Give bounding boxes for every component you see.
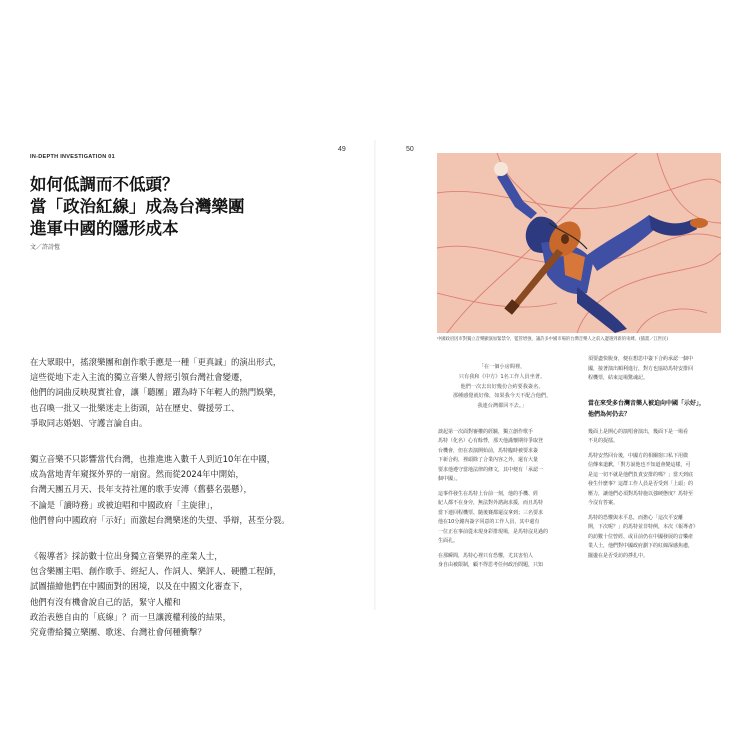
paragraph (588, 428, 716, 447)
text-line: 獨立音樂不只影響當代台灣，也推進進入數千人到近10年在中國， (30, 454, 276, 465)
article-title (30, 174, 350, 240)
left-page-number: 49 (338, 146, 346, 153)
text-line: 他們的詞曲反映現實社會，讓「聽團」躍為時下年輕人的熱門娛樂， (30, 387, 282, 398)
text-line: 這事件發生在馬特上台前一刻，他的手機、經 (438, 490, 539, 497)
text-line: 試圖描繪他們在中國面對的困境，以及在中國文化審查下， (30, 581, 248, 592)
text-line: 的訪數十位曾經、或目前仍在中國發展的音樂產 (588, 533, 694, 540)
paragraph (438, 428, 566, 485)
quote-line: 那種感覺就好像，如果我今天不配合他們， (452, 393, 552, 400)
text-line: 馬特安然回台後，中國方的相關窗口私下用微 (588, 452, 689, 459)
subheading-line: 他們為何仍去？ (588, 410, 631, 418)
right-page-number: 50 (406, 146, 414, 153)
text-line: 程機票，結束這場驚魂記。 (588, 375, 649, 381)
text-line: 一位正在事前從未現身彩排現場，是馬特沒見過的 (438, 528, 549, 535)
text-line: 他們曾向中國政府「示好」而激起台灣樂迷的失望、爭辯，甚至分裂。 (30, 514, 290, 525)
text-line: 是這一切不就是他們負責安排的嗎？」當天到底 (588, 471, 694, 478)
subheading-line: 當在來受多台灣音樂人被迫向中國「示好」， (588, 399, 706, 407)
text-line: 須要盡快脫身，便在想思中簽下合約承認一個中 (588, 356, 694, 362)
text-line: 爭取同志婚姻、守護言論自由。 (30, 417, 148, 428)
text-line: 開，下次呢？」的馬特並非特例，本次《報導者》 (588, 524, 699, 530)
paragraph (588, 452, 716, 509)
illustration-caption: 中國政府因市對獨立音樂顯演加緊禁令，監管增強，讓許多中國市場的台灣音樂人之前入邊遇到新的束縛。(插畫／江世民) (437, 337, 669, 342)
title-line: 進軍中國的隱形成本 (30, 219, 179, 238)
illustration-background (437, 153, 721, 333)
text-line: 究竟帶給獨立樂團、歌迷、台灣社會何種衝擊？ (30, 627, 206, 638)
text-line: 政治表態自由的「底線」？而一旦讓渡權利後的結果， (30, 611, 231, 622)
byline: 文／許詩愷 (30, 244, 61, 251)
body-column-1 (438, 355, 566, 571)
text-line: 他在10分鐘內簽字同意的工作人員，其中還有 (438, 519, 540, 526)
text-line: 他們有沒有機會說自己的話，緊守人權和 (30, 596, 181, 607)
text-line: 業人士，他們對中國政府劃下的紅線深感焦慮， (588, 543, 694, 549)
text-line: 在那瞬間，馬特心裡只有恐懼，尤其害怕人 (438, 552, 534, 559)
text-line: 這些從地下走入主流的獨立音樂人曾經引領台灣社會變遷， (30, 372, 248, 383)
text-line: 要求他遵守當地法律的條文，其中便有「承認一 (438, 466, 544, 473)
text-line: 不論是「讀時務」或被迫唱和中國政府「主旋律」， (30, 499, 219, 510)
title-line: 當「政治紅線」成為台灣樂團 (30, 197, 245, 216)
paragraph (588, 514, 716, 562)
text-line: 馬特（化名）心有餘悸，那天他滿懷期待爭取登 (438, 438, 544, 445)
hand (494, 162, 508, 176)
shoe (690, 218, 708, 228)
text-line: 當下連回程機票、隨後賽都還沒拿到；三名要求 (438, 509, 544, 516)
text-line: 今沒有答案。 (588, 500, 619, 506)
quote-line: 我連台灣都回不去。」 (477, 403, 527, 410)
section-subheading (588, 398, 716, 420)
text-line: 擺盪在是否受訪的掙扎中。 (588, 552, 649, 559)
title-line: 如何低調而不低頭？ (30, 175, 179, 194)
paragraph (438, 552, 566, 571)
text-line: 台灣天團五月天、長年支持社運的歌手安溥（舊藝名張懸）， (30, 484, 252, 495)
quote-line: 他們一次去出好幾份合約要我簽名， (460, 383, 544, 390)
text-line: 包含樂團主唱、創作歌手、經紀人、作詞人、樂評人、硬體工程師， (30, 566, 282, 577)
paragraph (588, 355, 716, 384)
text-line: 個中國」。 (438, 476, 461, 483)
text-line: 不見的捉擂。 (588, 438, 619, 444)
text-line: 信傳來道歉，「對方說他也不知道會變這樣，可 (588, 462, 691, 468)
section-label: IN-DEPTH INVESTIGATION 01 (30, 154, 116, 160)
body-column-2 (588, 355, 716, 561)
text-line: 談起第一次面對審權的經驗，獨立創作歌手 (438, 428, 534, 435)
text-line: 下新合約，裡頭除了合業內容之外，還有大量 (438, 457, 539, 464)
text-line: 發生什麼事？這群工作人員是否受到「上頭」的 (588, 481, 694, 487)
quote-line: 只有我和《中方》1名工作人員坐著。 (458, 373, 546, 380)
guitar-soundhole (561, 234, 569, 244)
intro-text (30, 349, 360, 646)
page-gutter (374, 140, 376, 610)
paragraph (438, 490, 566, 547)
text-line: 成為當地青年窺探外界的一扇窗。然而從2024年中開始， (30, 469, 244, 480)
text-line: 也召喚一批又一批樂迷走上街頭，站在歷史、聲援勞工、 (30, 402, 240, 413)
quote-line: 「在一個小房間裡， (478, 364, 526, 370)
text-line: 壓力，讓他們必須對馬特施以強硬態度？馬特至 (588, 490, 694, 497)
text-line: 馬特的恐懼與未平息，而擔心「這次平安離 (588, 514, 684, 521)
text-line: 台機會，但在表演開始前，馬特臨時被要求簽 (438, 447, 539, 454)
text-line: 《報導者》採訪數十位出身獨立音樂界的產業人士， (30, 551, 223, 562)
guitarist-illustration (437, 153, 721, 333)
text-line: 身自由被限制，顧不得思考任何政治問題，只知 (438, 562, 544, 569)
text-line: 國，接著演出順利進行，對方也協助馬特安排回 (588, 365, 694, 372)
text-line: 生面孔。 (438, 538, 459, 545)
text-line: 在大眾眼中，搖滾樂團和創作歌手應是一種「更真誠」的演出形式， (30, 357, 282, 367)
text-line: 紀人都不在身旁，無法對外諮詢求援，而且馬特 (438, 500, 544, 507)
text-line: 幾面上是開心的演唱會演出，幾面下是一場看 (588, 428, 689, 435)
